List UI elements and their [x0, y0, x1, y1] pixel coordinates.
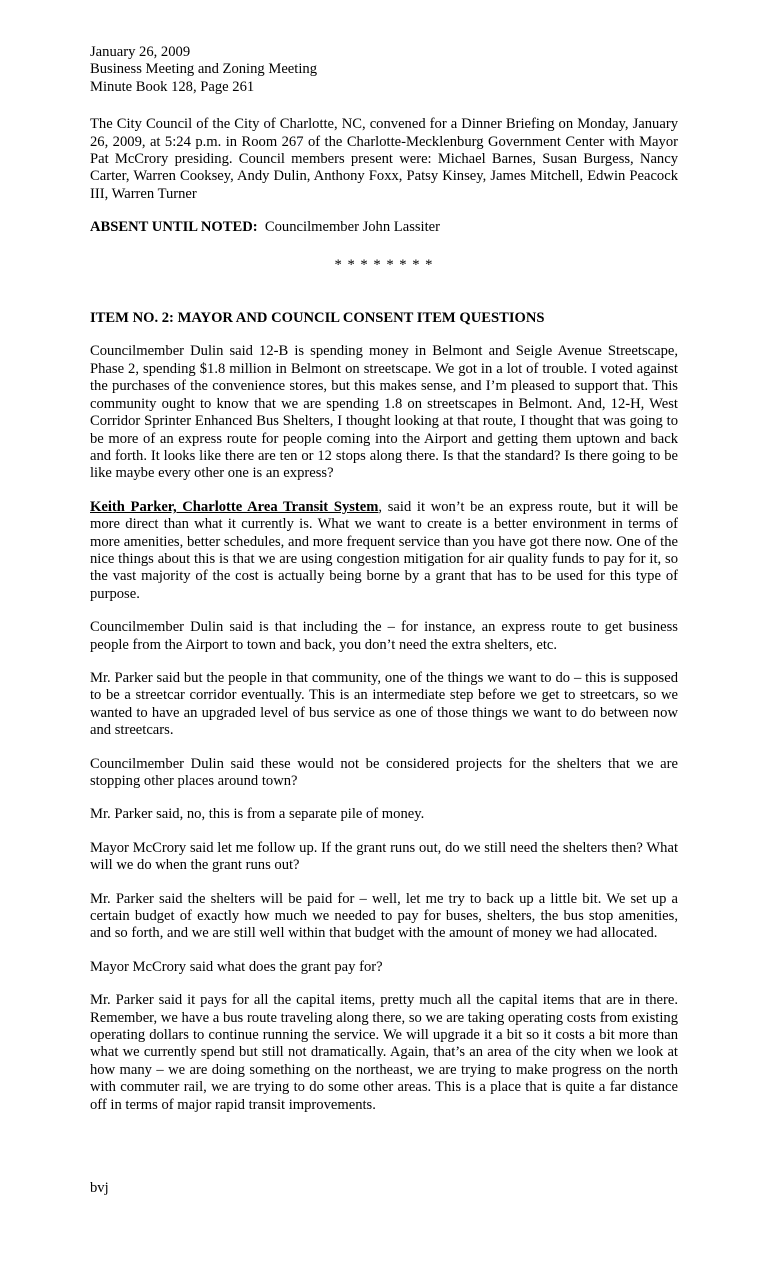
paragraph-parker-5: Mr. Parker said it pays for all the capital items, pretty much all the capital items that are in there. Remember, we have a bus route traveling along there, so we are taking operating costs from existing operating dollars to continue running the service. We will upgrade it a bit so it costs a bit more than what we currently spend but still not dramatically. Again, that’s an area of the city when we look at how many – we are doing something on the northeast, we are trying to make progress on the north with commuter rail, we are trying to do some other areas. This is a place that is quite a far distance off in terms of major rapid transit improvements. — [90, 992, 678, 1113]
paragraph-parker-3: Mr. Parker said, no, this is from a separate pile of money. — [90, 806, 425, 823]
paragraph-dulin-3: Councilmember Dulin said these would not be considered projects for the shelters that we are stopping other places around town? — [90, 755, 678, 789]
meeting-type: Business Meeting and Zoning Meeting — [90, 61, 317, 78]
paragraph-parker-4: Mr. Parker said the shelters will be paid for – well, let me try to back up a little bit. We set up a certain budget of exactly how much we needed to pay for buses, shelters, the bus stop amenities, and so forth, and we are still well within that budget with the amount of money we had allocated. — [90, 890, 678, 942]
speaker-name-parker: Keith Parker, Charlotte Area Transit System — [90, 498, 379, 515]
document-header — [90, 44, 678, 96]
paragraph-parker-2: Mr. Parker said but the people in that community, one of the things we want to do – this is supposed to be a streetcar corridor eventually. This is an intermediate step before we get to streetcars, so we wanted to have an upgraded level of bus service as one of those things we want to do between now and streetcars. — [90, 669, 678, 739]
paragraph-dulin-2: Councilmember Dulin said is that including the – for instance, an express route to get business people from the Airport to town and back, you don’t need the extra shelters, etc. — [90, 619, 678, 653]
paragraph-mccrory-1: Mayor McCrory said let me follow up. If the grant runs out, do we still need the shelters then? What will we do when the grant runs out? — [90, 839, 678, 874]
absent-member: Councilmember John Lassiter — [264, 219, 440, 236]
absent-label: ABSENT UNTIL NOTED: — [90, 219, 258, 236]
meeting-date: January 26, 2009 — [90, 44, 191, 60]
minute-book-reference: Minute Book 128, Page 261 — [90, 78, 255, 95]
paragraph-parker-1-text: , said it won’t be an express route, but it will be more direct than what it currently is. What we want to create is a better environment in terms of more amenities, better schedules, and more frequent service than you have got there now. One of the nice things about this is that we are using congestion mitigation for air quality funds to pay for it, so the vast majority of the cost is actually being borne by a grant that has to be used for this type of purpose. — [90, 498, 678, 602]
section-separator: * * * * * * * * — [334, 256, 434, 273]
paragraph-dulin-1: Councilmember Dulin said 12-B is spending money in Belmont and Seigle Avenue Streetscape, Phase 2, spending $1.8 million in Belmont on streetscape. We got in a lot of trouble. I voted against the purchases of the convenience stores, but this makes sense, and I’m pleased to support that. This community ought to know that we are spending 1.8 on streetscapes in Belmont. And, 12-H, West Corridor Sprinter Enhanced Bus Shelters, I thought looking at that route, I thought that was going to be more of an express route for people coming into the Airport and getting them uptown and back and forth. It looks like there are ten or 12 stops along there. Is that the standard? Is there going to be like maybe every other one is an express? — [90, 343, 678, 482]
intro-paragraph: The City Council of the City of Charlotte, NC, convened for a Dinner Briefing on Monday, January 26, 2009, at 5:24 p.m. in Room 267 of the Charlotte-Mecklenburg Government Center with Mayor Pat McCrory presiding. Council members present were: Michael Barnes, Susan Burgess, Nancy Carter, Warren Cooksey, Andy Dulin, Anthony Foxx, Patsy Kinsey, James Mitchell, Edwin Peacock III, Warren Turner — [90, 116, 678, 202]
item-heading: ITEM NO. 2: MAYOR AND COUNCIL CONSENT ITEM QUESTIONS — [90, 310, 545, 327]
paragraph-mccrory-2: Mayor McCrory said what does the grant pay for? — [90, 958, 383, 975]
footer-initials: bvj — [90, 1180, 109, 1196]
absent-line — [90, 219, 678, 236]
document-page — [90, 44, 678, 1114]
paragraph-parker-1 — [90, 499, 678, 603]
